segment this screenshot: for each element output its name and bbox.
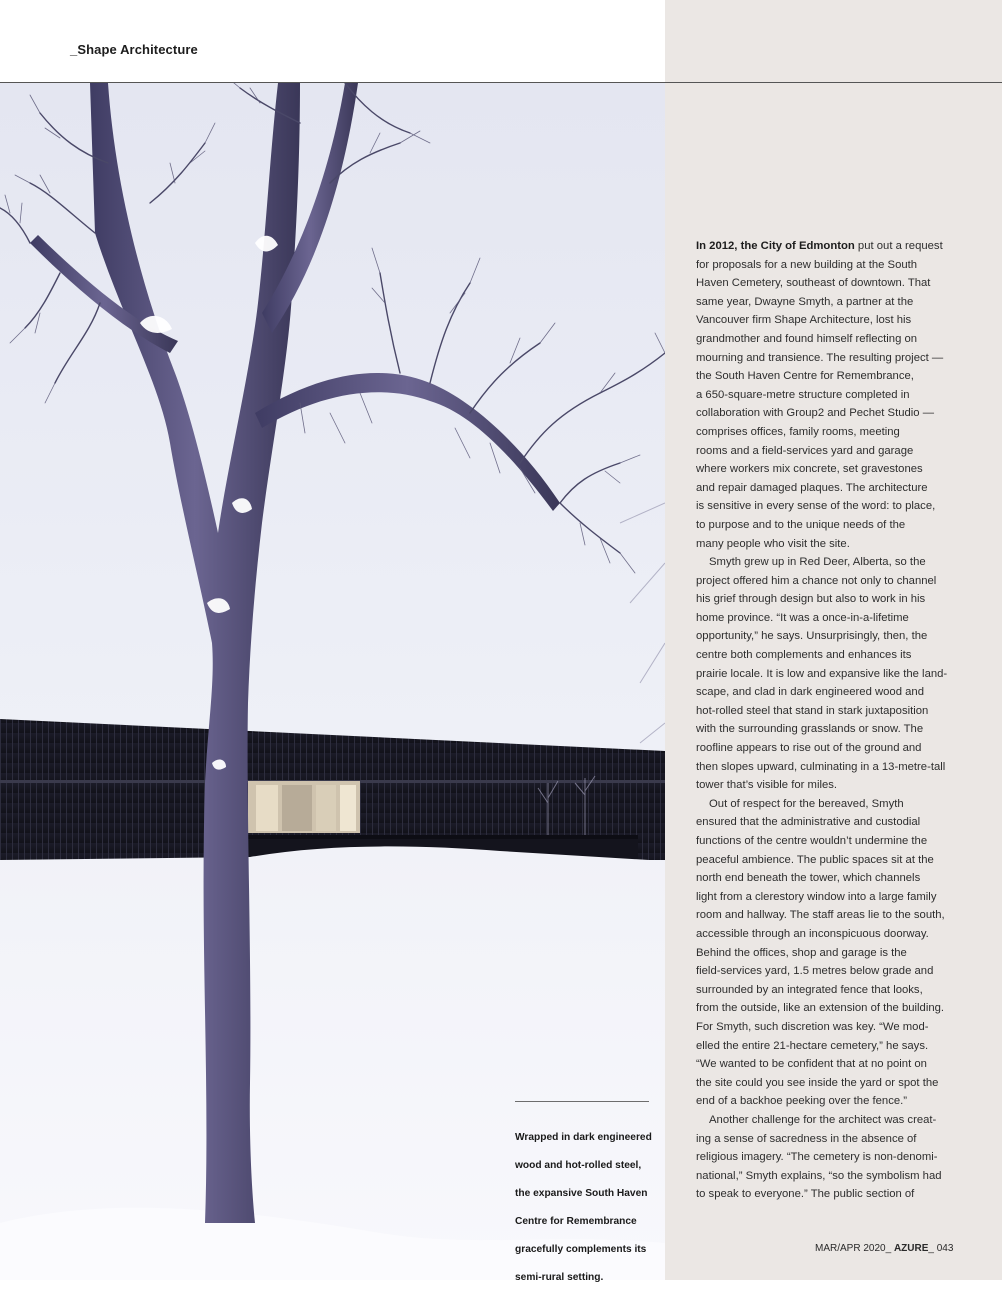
article-line: light from a clerestory window into a large family xyxy=(696,890,937,903)
caption-line: gracefully complements its xyxy=(515,1244,647,1255)
article-body xyxy=(696,237,956,1204)
article-line: comprises offices, family rooms, meeting xyxy=(696,425,900,438)
article-line: rooms and a field-services yard and garage xyxy=(696,444,914,457)
article-line: Behind the offices, shop and garage is the xyxy=(696,946,907,959)
article-line: grandmother and found himself reflecting on xyxy=(696,332,918,345)
article-line: field-services yard, 1.5 metres below grade and xyxy=(696,965,934,978)
article-line: functions of the centre wouldn’t undermine the xyxy=(696,835,928,847)
article-line: accessible through an inconspicuous doorway. xyxy=(696,927,929,940)
article-line: Vancouver firm Shape Architecture, lost his xyxy=(696,314,912,327)
article-line: with the surrounding grasslands or snow. The xyxy=(696,723,924,736)
article-line: to purpose and to the unique needs of the xyxy=(696,518,906,531)
article-line-text: put out a request xyxy=(854,240,943,252)
article-line: religious imagery. “The cemetery is non-denomi- xyxy=(696,1151,938,1164)
article-paragraph xyxy=(696,795,956,1111)
section-label: _Shape Architecture xyxy=(70,42,198,57)
page-number: _ 043 xyxy=(928,1243,954,1254)
article-line: scape, and clad in dark engineered wood and xyxy=(696,686,924,699)
article-line: the South Haven Centre for Remembrance, xyxy=(696,370,914,383)
article-line xyxy=(696,237,956,256)
article-line: is sensitive in every sense of the word: to place, xyxy=(696,500,936,513)
magazine-name: AZURE xyxy=(893,1243,929,1254)
caption-line: semi-rural setting. xyxy=(515,1272,604,1283)
article-paragraph xyxy=(696,237,956,553)
article-line: then slopes upward, culminating in a 13-metre-tall xyxy=(696,760,946,773)
article-line: to speak to everyone.” The public section of xyxy=(696,1188,915,1201)
article-line: centre both complements and enhances its xyxy=(696,649,912,662)
article-paragraph xyxy=(696,1111,956,1204)
caption-line: Wrapped in dark engineered xyxy=(515,1132,652,1143)
article-line: same year, Dwayne Smyth, a partner at the xyxy=(696,295,914,308)
article-line: Out of respect for the bereaved, Smyth xyxy=(709,797,904,810)
article-line: room and hallway. The staff areas lie to the south, xyxy=(696,909,945,922)
article-line: ensured that the administrative and custodial xyxy=(696,816,921,829)
article-line: home province. “It was a once-in-a-lifetime xyxy=(696,611,909,624)
article-line: project offered him a chance not only to channel xyxy=(696,574,937,587)
article-line: roofline appears to rise out of the ground and xyxy=(696,742,922,755)
article-line: for proposals for a new building at the South xyxy=(696,258,918,271)
article-line: national,” Smyth explains, “so the symbolism had xyxy=(696,1169,942,1182)
issue-date: MAR/APR 2020_ xyxy=(815,1243,892,1254)
article-line: collaboration with Group2 and Pechet Studio — xyxy=(696,407,935,420)
article-line: north end beneath the tower, which channels xyxy=(696,872,921,885)
article-line: the site could you see inside the yard or spot the xyxy=(696,1076,939,1089)
caption-rule xyxy=(515,1101,649,1102)
article-line: “We wanted to be confident that at no point on xyxy=(696,1058,927,1071)
article-line: many people who visit the site. xyxy=(696,537,850,550)
article-line: a 650-square-metre structure completed in xyxy=(696,388,910,401)
article-paragraph xyxy=(696,553,956,795)
article-line: For Smyth, such discretion was key. “We mod- xyxy=(696,1020,929,1033)
article-line: hot-rolled steel that stand in stark juxtaposition xyxy=(696,704,929,717)
caption-line: Centre for Remembrance xyxy=(515,1216,637,1227)
article-line: his grief through design but also to work in his xyxy=(696,593,926,606)
article-line: and repair damaged plaques. The architecture xyxy=(696,481,928,494)
article-line: peaceful ambience. The public spaces sit at the xyxy=(696,853,934,866)
article-line: Another challenge for the architect was creat- xyxy=(709,1113,937,1126)
article-line: surrounded by an integrated fence that looks, xyxy=(696,983,923,996)
article-line: where workers mix concrete, set gravestones xyxy=(696,463,923,476)
caption-line: the expansive South Haven xyxy=(515,1188,648,1199)
article-line: Haven Cemetery, southeast of downtown. That xyxy=(696,277,931,290)
caption-line: wood and hot-rolled steel, xyxy=(515,1160,642,1171)
article-line: prairie locale. It is low and expansive like the land- xyxy=(696,667,948,680)
article-line: mourning and transience. The resulting project — xyxy=(696,351,944,364)
article-line: end of a backhoe peeking over the fence.” xyxy=(696,1095,908,1108)
photo-caption xyxy=(515,1117,660,1299)
article-line: elled the entire 21-hectare cemetery,” he says. xyxy=(696,1039,929,1052)
article-line: Smyth grew up in Red Deer, Alberta, so the xyxy=(709,556,926,569)
article-line: ing a sense of sacredness in the absence of xyxy=(696,1132,917,1145)
article-line: tower that’s visible for miles. xyxy=(696,779,838,792)
article-lead: In 2012, the City of Edmonton xyxy=(696,240,855,252)
article-line: opportunity,” he says. Unsurprisingly, then, the xyxy=(696,630,928,643)
article-line: from the outside, like an extension of the building. xyxy=(696,1002,945,1015)
page-footer xyxy=(815,1243,953,1254)
